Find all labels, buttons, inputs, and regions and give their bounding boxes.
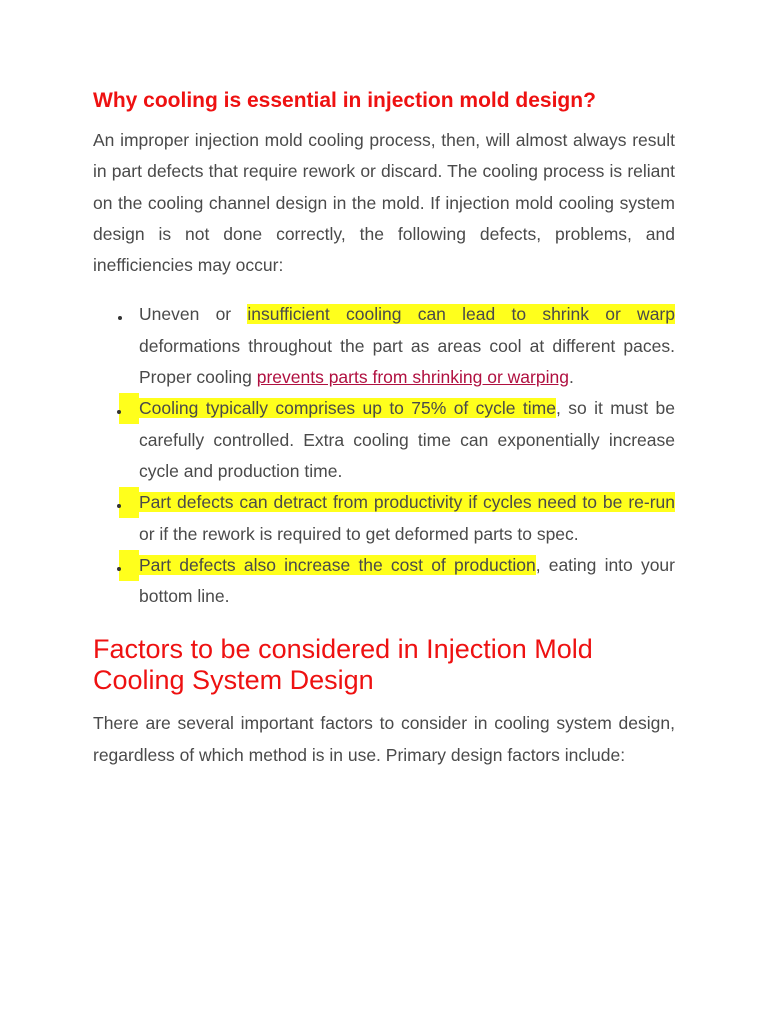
defects-list — [93, 299, 675, 612]
heading-why-cooling: Why cooling is essential in injection mold design? — [93, 89, 596, 112]
prevents-shrinking-link[interactable]: prevents parts from shrinking or warping — [256, 367, 569, 388]
bullet-icon — [119, 393, 139, 424]
bullet-icon — [119, 550, 139, 581]
article-content — [93, 86, 675, 771]
highlighted-text: Part defects can detract from productivity if cycles need to be re-run — [139, 492, 675, 513]
heading-factors: Factors to be considered in Injection Mold Cooling System Design — [93, 634, 593, 696]
factors-intro-paragraph: There are several important factors to consider in cooling system design, regardless of which method is in use. Primary design factors include: — [93, 713, 675, 765]
intro-paragraph: An improper injection mold cooling process, then, will almost always result in part defects that require rework or discard. The cooling process is reliant on the cooling channel design in the mold. If injection mold cooling system design is not done correctly, the following defects, problems, and inefficiencies may occur: — [93, 130, 675, 276]
highlighted-text: Part defects also increase the cost of production — [139, 554, 536, 575]
bullet-icon — [119, 487, 139, 518]
list-item: Cooling typically comprises up to 75% of cycle time, so it must be carefully controlled. Extra cooling time can exponentially increase cycle and production time. — [93, 393, 675, 487]
bullet-icon — [114, 299, 124, 330]
highlighted-text: Cooling typically comprises up to 75% of cycle time — [139, 398, 556, 419]
highlighted-text: insufficient cooling can lead to shrink or warp — [247, 304, 675, 325]
list-item: Part defects can detract from productivity if cycles need to be re-run or if the rework is required to get deformed parts to spec. — [93, 487, 675, 550]
list-item: Part defects also increase the cost of production, eating into your bottom line. — [93, 550, 675, 613]
list-item: Uneven or insufficient cooling can lead to shrink or warp deformations throughout the part as areas cool at different paces. Proper cooling prevents parts from shrinking or warping. — [93, 299, 675, 393]
